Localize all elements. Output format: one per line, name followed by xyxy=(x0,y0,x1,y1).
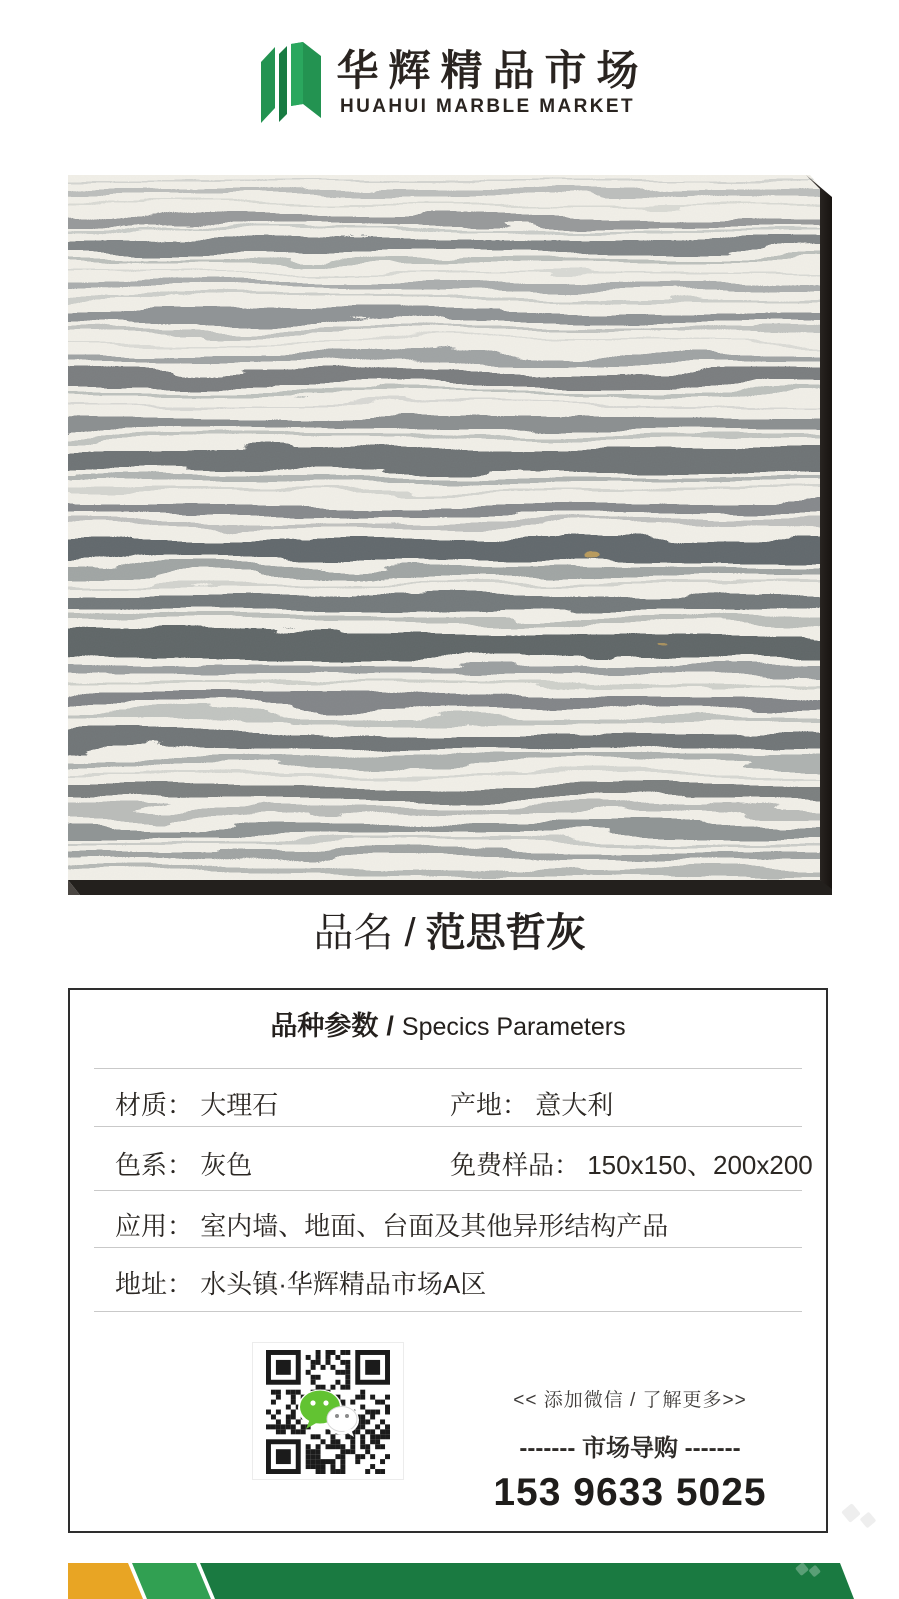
footer-stripe xyxy=(0,1563,899,1599)
spec-application: 应用： 室内墙、地面、台面及其他异形结构产品 xyxy=(115,1211,669,1241)
brand-text xyxy=(336,46,649,118)
phone-number: 153 9633 5025 xyxy=(493,1471,767,1514)
wechat-hint-text: << 添加微信 / 了解更多>> xyxy=(513,1390,747,1411)
spec-row-address xyxy=(115,1264,796,1301)
watermark-icon xyxy=(793,1560,823,1580)
marble-slab-image xyxy=(68,175,832,895)
brand-logo-icon xyxy=(260,42,322,124)
spec-row-color-sample xyxy=(115,1145,813,1182)
brand-name-en: HUAHUI MARBLE MARKET xyxy=(340,96,635,118)
watermark-icon xyxy=(838,1498,882,1538)
product-name: 范思哲灰 xyxy=(425,911,586,955)
divider xyxy=(94,1311,802,1312)
spec-origin: 产地： 意大利 xyxy=(450,1090,614,1120)
specs-title-en: Specics Parameters xyxy=(401,1013,626,1041)
divider xyxy=(94,1126,802,1127)
specs-title-separator: / xyxy=(386,1011,394,1041)
brand-header xyxy=(0,42,899,124)
specs-title xyxy=(70,1004,826,1043)
contact-block xyxy=(430,1385,830,1515)
brand-name-cn: 华辉精品市场 xyxy=(336,46,649,94)
spec-material: 材质： 大理石 xyxy=(115,1090,279,1120)
specs-box xyxy=(68,988,828,1533)
product-title xyxy=(0,903,899,963)
product-label: 品名 / xyxy=(313,911,416,955)
spec-row-application xyxy=(115,1206,796,1243)
spec-address: 地址： 水头镇·华辉精品市场A区 xyxy=(115,1269,487,1299)
spec-color: 色系： 灰色 xyxy=(115,1150,253,1180)
spec-row-material-origin xyxy=(115,1085,796,1122)
spec-free-sample: 免费样品： 150x150、200x200 xyxy=(450,1150,813,1180)
specs-title-cn: 品种参数 xyxy=(270,1011,379,1041)
divider xyxy=(94,1247,802,1248)
market-guide-label: ------- 市场导购 ------- xyxy=(519,1435,741,1462)
divider xyxy=(94,1068,802,1069)
divider xyxy=(94,1190,802,1191)
wechat-qr-card xyxy=(252,1342,404,1480)
wechat-icon xyxy=(296,1388,362,1438)
